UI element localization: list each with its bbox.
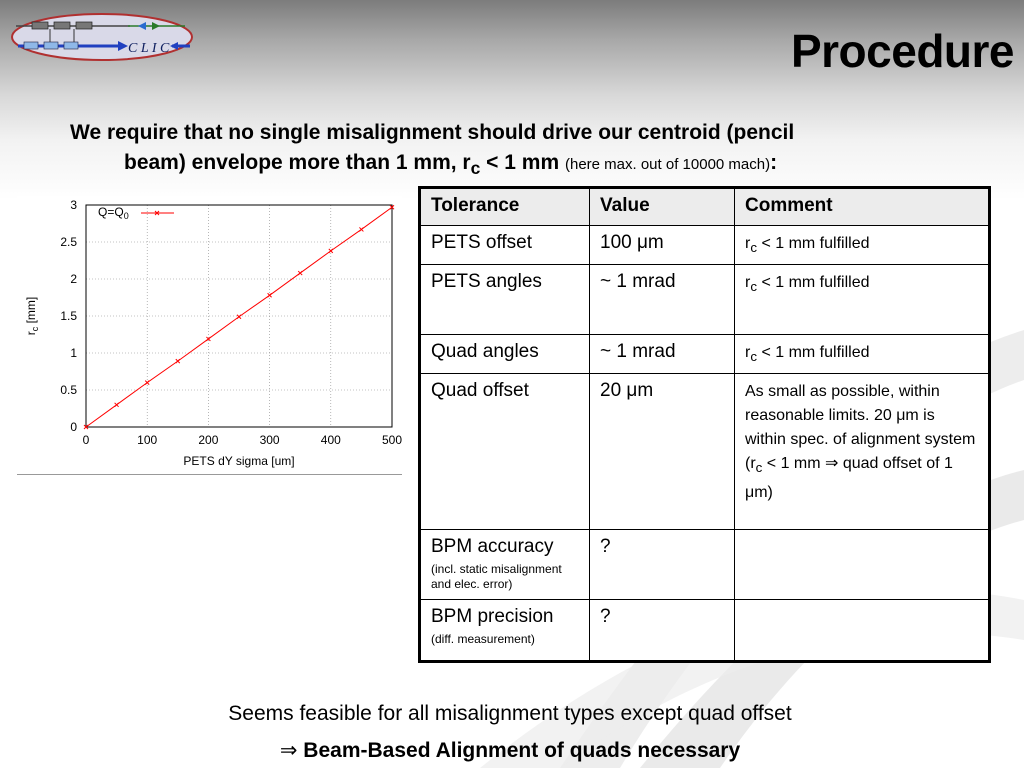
data-point	[359, 227, 363, 231]
x-axis-label: PETS dY sigma [um]	[183, 454, 295, 468]
row-comment: $r_c < 1$ mm fulfilled	[735, 265, 990, 335]
y-tick-label: 0.5	[60, 383, 77, 397]
header-comment: Comment	[735, 188, 990, 226]
data-point	[145, 381, 149, 385]
y-tick-label: 2	[70, 272, 77, 286]
row-tolerance: BPM accuracy (incl. static misalignment and elec. error)	[420, 530, 590, 600]
x-tick-label: 100	[137, 433, 158, 447]
y-tick-label: 1	[70, 346, 77, 360]
conclusion-line1: Seems feasible for all misalignment types except quad offset	[228, 702, 792, 725]
y-tick-label: 0	[70, 420, 77, 434]
row-comment: $r_c < 1$ mm fulfilled	[735, 226, 990, 265]
row-value: ?	[590, 600, 735, 662]
x-tick-label: 500	[381, 433, 402, 447]
legend-label: $Q=Q_0$	[98, 205, 129, 221]
header-tolerance: Tolerance	[420, 188, 590, 226]
intro-line2: beam) envelope more than 1 mm, $r_c < 1$ mm (here max. out of 10000 mach):	[124, 151, 778, 179]
row-tolerance: Quad offset	[420, 374, 590, 530]
y-axis-label: $r_c$ [mm]	[24, 296, 40, 336]
x-tick-label: 400	[320, 433, 341, 447]
table-header-row	[420, 188, 990, 226]
implies-arrow-icon: ⇒	[279, 739, 298, 762]
data-point	[329, 249, 333, 253]
row-value: ~ 1 mrad	[590, 335, 735, 374]
row-tolerance: PETS offset	[420, 226, 590, 265]
table-row	[420, 600, 990, 662]
conclusion-line2: ⇒ Beam-Based Alignment of quads necessary	[279, 739, 741, 762]
rc-vs-pets-sigma-chart	[17, 196, 402, 475]
row-value: 20 μm	[590, 374, 735, 530]
row-comment: $r_c < 1$ mm fulfilled	[735, 335, 990, 374]
tolerance-table	[418, 186, 991, 663]
x-tick-label: 0	[82, 433, 90, 447]
row-value: 100 μm	[590, 226, 735, 265]
clic-logo	[10, 12, 194, 62]
table-row	[420, 530, 990, 600]
x-tick-label: 200	[198, 433, 219, 447]
data-point	[176, 359, 180, 363]
intro-line1: We require that no single misalignment should drive our centroid (pencil	[70, 121, 795, 144]
table-row	[420, 226, 990, 265]
page-title: Procedure	[790, 25, 1014, 77]
row-value: ~ 1 mrad	[590, 265, 735, 335]
y-tick-label: 3	[70, 198, 77, 212]
y-tick-label: 1.5	[60, 309, 77, 323]
data-point	[268, 293, 272, 297]
header-value: Value	[590, 188, 735, 226]
row-comment	[735, 600, 990, 662]
table-row	[420, 374, 990, 530]
row-value: ?	[590, 530, 735, 600]
table-row	[420, 335, 990, 374]
row-tolerance: PETS angles	[420, 265, 590, 335]
y-tick-label: 2.5	[60, 235, 77, 249]
data-point	[115, 403, 119, 407]
intro-text	[70, 118, 990, 183]
row-tolerance: BPM precision (diff. measurement)	[420, 600, 590, 662]
data-point	[237, 315, 241, 319]
row-comment: As small as possible, within reasonable limits. 20 μm is within spec. of alignment system ($r_c < 1$ mm ⇒ quad offset of 1 μm)	[735, 374, 990, 530]
row-comment	[735, 530, 990, 600]
svg-text:C L I C: C L I C	[128, 41, 170, 56]
chart-svg	[17, 196, 402, 474]
data-point	[298, 271, 302, 275]
x-tick-label: 300	[259, 433, 280, 447]
table-row	[420, 265, 990, 335]
row-tolerance: Quad angles	[420, 335, 590, 374]
